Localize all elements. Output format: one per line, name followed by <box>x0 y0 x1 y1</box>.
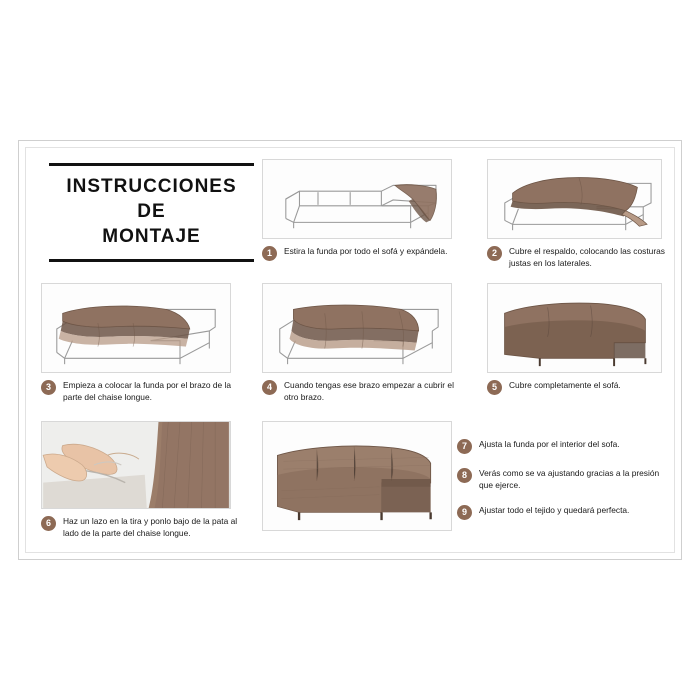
step-7-number: 7 <box>457 439 472 454</box>
step-2-illustration <box>487 159 662 239</box>
step-6-text: Haz un lazo en la tira y ponlo bajo de la pata al lado de la parte del chaise longue. <box>63 516 238 539</box>
step-4-illustration <box>262 283 452 373</box>
step-9-number: 9 <box>457 505 472 520</box>
sofa-fully-covered-icon <box>488 284 661 372</box>
second-arm-covering-icon <box>263 284 451 372</box>
final-illustration <box>262 421 452 531</box>
step-8-caption <box>457 467 662 491</box>
steps-7-9-list <box>457 438 662 533</box>
title-line-3: MONTAJE <box>102 226 201 248</box>
sofa-outline-with-cover-icon <box>263 160 451 238</box>
step-4-text: Cuando tengas ese brazo empezar a cubrir el otro brazo. <box>284 380 454 403</box>
step-5-text: Cubre completamente el sofá. <box>509 380 621 390</box>
step-7-caption <box>457 438 662 454</box>
page-title <box>49 163 254 262</box>
step-5-caption <box>487 379 665 395</box>
step-3-number: 3 <box>41 380 56 395</box>
instruction-sheet-frame <box>18 140 682 560</box>
step-4-frame <box>262 283 452 373</box>
step-2-text: Cubre el respaldo, colocando las costuras justas en los laterales. <box>509 246 665 269</box>
title-text-block <box>49 166 254 253</box>
chaise-arm-covering-icon <box>42 284 230 372</box>
step-1-caption <box>262 245 458 261</box>
step-6-caption <box>41 515 243 539</box>
step-1-number: 1 <box>262 246 277 261</box>
sofa-backrest-covered-icon <box>488 160 661 238</box>
step-2-caption <box>487 245 665 269</box>
finished-fitted-sofa-cover-icon <box>263 422 451 530</box>
step-4-number: 4 <box>262 380 277 395</box>
step-9-caption <box>457 504 662 520</box>
hands-tying-strap-photo <box>42 422 230 508</box>
step-9-text: Ajustar todo el tejido y quedará perfecta. <box>479 505 630 516</box>
step-1-illustration <box>262 159 452 239</box>
step-1-frame <box>262 159 452 239</box>
step-8-text: Verás como se va ajustando gracias a la presión que ejerce. <box>479 468 660 491</box>
step-3-text: Empieza a colocar la funda por el brazo de la parte del chaise longue. <box>63 380 232 403</box>
step-6-number: 6 <box>41 516 56 531</box>
step-2-frame <box>487 159 662 239</box>
step-1-text: Estira la funda por todo el sofá y expándela. <box>284 246 448 256</box>
step-5-illustration <box>487 283 662 373</box>
step-5-number: 5 <box>487 380 502 395</box>
title-rule-bottom <box>49 259 254 262</box>
step-2-number: 2 <box>487 246 502 261</box>
step-3-caption <box>41 379 241 403</box>
hands-strap-icon <box>42 422 230 508</box>
step-3-frame <box>41 283 231 373</box>
title-line-1: INSTRUCCIONES <box>66 176 237 197</box>
step-5-frame <box>487 283 662 373</box>
step-4-caption <box>262 379 454 403</box>
step-3-illustration <box>41 283 231 373</box>
title-line-2: DE <box>137 201 166 223</box>
step-6-frame <box>41 421 231 509</box>
step-6-illustration <box>41 421 231 509</box>
step-8-number: 8 <box>457 468 472 483</box>
step-7-text: Ajusta la funda por el interior del sofa. <box>479 439 620 449</box>
final-illustration-frame <box>262 421 452 531</box>
